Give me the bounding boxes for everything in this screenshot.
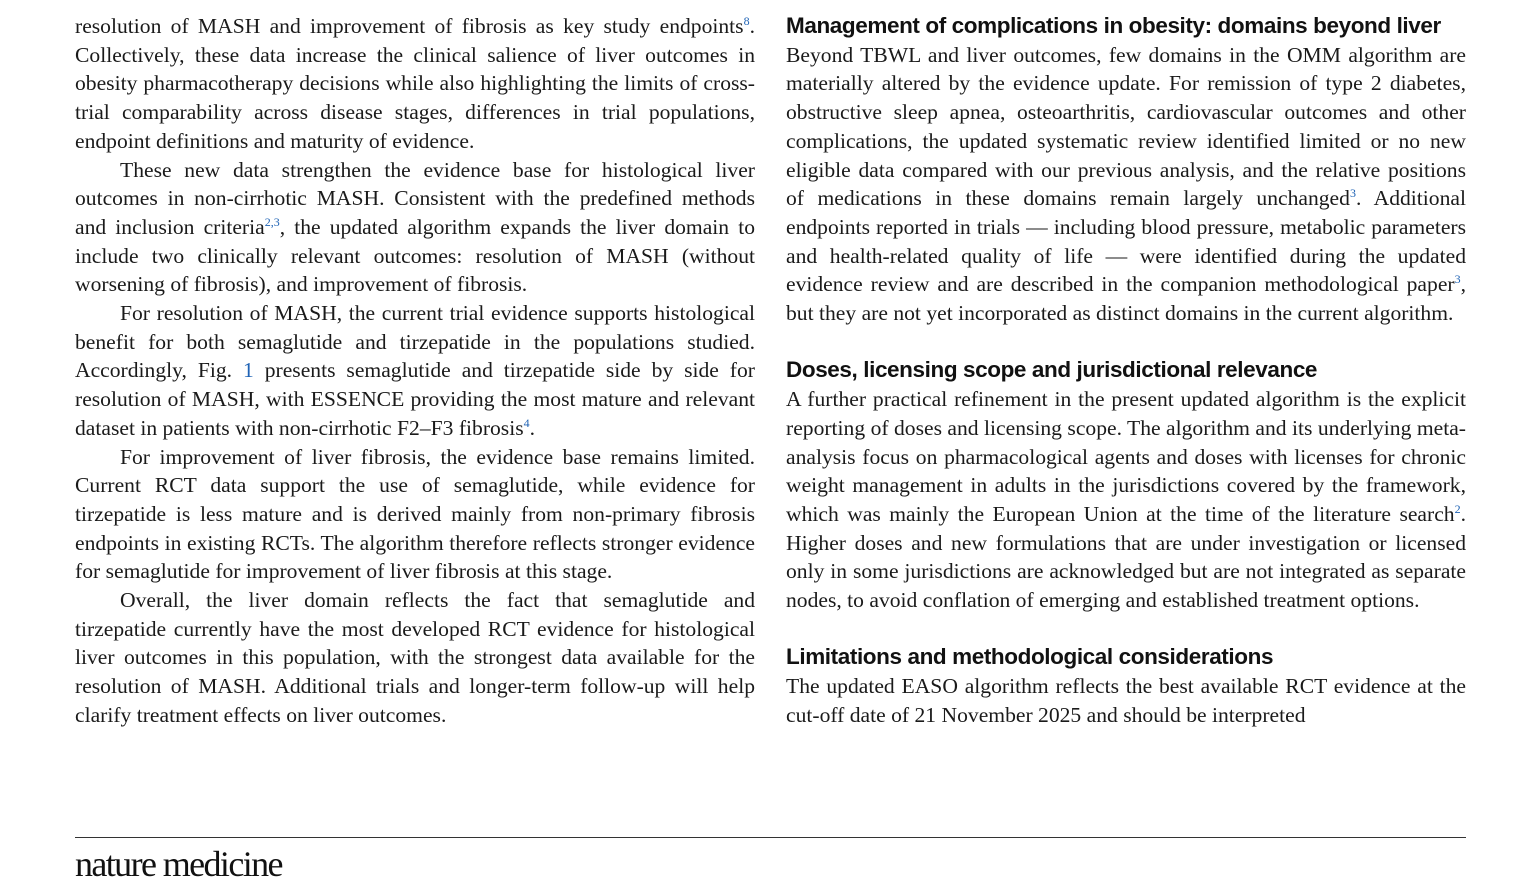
citation-3-second[interactable]: 3	[1454, 272, 1461, 287]
paragraph-fibrosis-improvement: For improvement of liver fibrosis, the evidence base remains limited. Current RCT data support the use of semaglutide, while evidence for tirzepatide is less mature and is derived mainly from non-primary fibrosis endpoints in existing RCTs. The algorithm therefore reflects stronger evidence for semaglutide for improvement of liver fibrosis at this stage.	[75, 444, 755, 584]
paragraph-liver-endpoints	[75, 12, 755, 156]
citation-2-3[interactable]: 2,3	[264, 214, 280, 229]
text-run: For resolution of MASH, the current trial evidence supports histological benefit for both semaglutide and tirzepatide in the populations studied. Accordingly, Fig.	[75, 301, 755, 383]
text-run: . Collectively, these data increase the clinical salience of liver outcomes in obesity pharmacotherapy decisions while also highlighting the limits of cross-trial comparability across disease stages, differences in trial populations, endpoint definitions and maturity of evidence.	[75, 14, 755, 153]
text-run: A further practical refinement in the present updated algorithm is the explicit reporting of doses and licensing scope. The algorithm and its underlying meta-analysis focus on pharmacological agents and doses with licenses for chronic weight management in adults in the jurisdictions covered by the framework, which was mainly the European Union at the time of the literature search	[786, 387, 1466, 526]
heading-doses-licensing: Doses, licensing scope and jurisdictional relevance	[786, 357, 1318, 383]
right-column	[786, 12, 1466, 730]
citation-2[interactable]: 2	[1454, 501, 1461, 516]
citation-4[interactable]: 4	[523, 415, 530, 430]
section-gap	[786, 328, 1466, 357]
paragraph-resolution-mash	[75, 299, 755, 443]
journal-name: nature medicine	[75, 844, 282, 884]
citation-8[interactable]: 8	[743, 13, 750, 28]
paragraph-limitations: The updated EASO algorithm reflects the best available RCT evidence at the cut-off date of 21 November 2025 and should be interpreted	[786, 674, 1466, 727]
text-run: .	[529, 415, 536, 440]
paragraph-doses-licensing	[786, 385, 1466, 615]
text-run: . Additional endpoints reported in trials — including blood pressure, metabolic parameters and health-related quality of life — were identified during the updated evidence review and are described in the companion methodological paper	[786, 186, 1466, 297]
text-run: . Higher doses and new formulations that are under investigation or licensed only in some jurisdictions are acknowledged but are not integrated as separate nodes, to avoid conflation of emerging and established treatment options.	[786, 501, 1466, 613]
text-run: , but they are not yet incorporated as distinct domains in the current algorithm.	[786, 272, 1466, 326]
left-column	[75, 12, 755, 730]
text-run: Beyond TBWL and liver outcomes, few domains in the OMM algorithm are materially altered by the evidence update. For remission of type 2 diabetes, obstructive sleep apnea, osteoarthritis, cardiovascular outcomes and other complications, the updated systematic review identified limited or no new eligible data compared with our previous analysis, and the relative positions of medications in these domains remain largely unchanged	[786, 42, 1466, 211]
text-run: presents semaglutide and tirzepatide side by side for resolution of MASH, with ESSENCE providing the most mature and relevant dataset in patients with non-cirrhotic F2–F3 fibrosis	[75, 358, 755, 440]
citation-3[interactable]: 3	[1349, 186, 1356, 201]
paragraph-histological-evidence	[75, 156, 755, 300]
section-gap	[786, 615, 1466, 644]
heading-complications-beyond-liver: Management of complications in obesity: domains beyond liver	[786, 13, 1441, 38]
text-run: resolution of MASH and improvement of fibrosis as key study endpoints	[75, 14, 744, 38]
figure-1-link[interactable]: 1	[243, 358, 254, 383]
text-run: These new data strengthen the evidence base for histological liver outcomes in non-cirrhotic MASH. Consistent with the predefined methods and inclusion criteria	[75, 157, 755, 239]
footer-rule	[75, 837, 1466, 838]
heading-limitations: Limitations and methodological considerations	[786, 644, 1274, 670]
text-run: , the updated algorithm expands the liver domain to include two clinically relevant outcomes: resolution of MASH (without worsening of fibrosis), and improvement of fibrosis.	[75, 214, 755, 297]
paragraph-liver-domain-overall: Overall, the liver domain reflects the fact that semaglutide and tirzepatide currently have the most developed RCT evidence for histological liver outcomes in this population, with the strongest data available for the resolution of MASH. Additional trials and longer-term follow-up will help clarify treatment effects on liver outcomes.	[75, 588, 755, 727]
paragraph-domains-beyond-liver	[786, 41, 1466, 328]
